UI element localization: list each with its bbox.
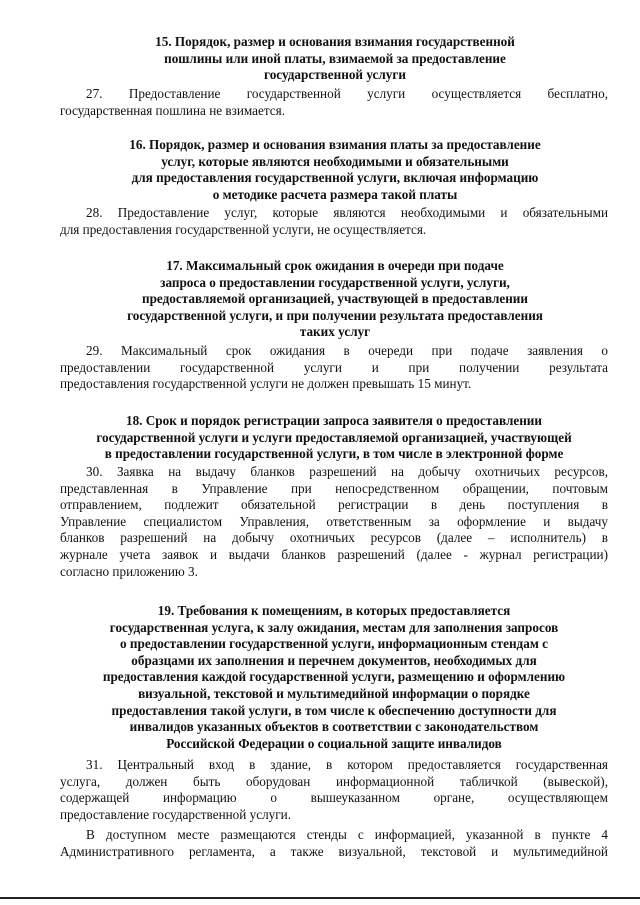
text-line: В доступном месте размещаются стенды с информацией, указанной в пункте 4 xyxy=(86,827,608,842)
text-line: содержащей информацию о вышеуказанном органе, осуществляющем xyxy=(60,790,608,806)
text-line: для предоставления государственной услуги, не осуществляется. xyxy=(60,221,427,237)
section-18-heading xyxy=(60,413,608,463)
section-16-heading xyxy=(70,137,600,203)
text-line: журнале учета заявок и выдачи бланков разрешений (далее - журнал регистрации) xyxy=(60,546,608,562)
text-line: услуга, должен быть оборудован информационной табличкой (вывеской), xyxy=(60,773,608,789)
heading-line: предоставления каждой государственной услуги, размещению и оформлению xyxy=(102,669,566,685)
text-line: отправлением, подлежит обязательной регистрации в день поступления в xyxy=(60,497,608,513)
heading-line: визуальной, текстовой и мультимедийной информации о порядке xyxy=(138,685,530,701)
heading-line: инвалидов указанных объектов в соответствии с законодательством xyxy=(129,719,539,735)
heading-line: предоставляемой организацией, участвующей в предоставлении xyxy=(142,291,528,307)
text-line: государственная пошлина не взимается. xyxy=(60,102,286,118)
text-line: предоставление государственной услуги. xyxy=(60,806,292,822)
page-bottom-rule xyxy=(0,897,640,899)
text-line: Управление специалистом Управления, ответственным за оформление и выдачу xyxy=(60,513,608,529)
heading-line: запроса о предоставлении государственной услуги, услуги, xyxy=(160,274,510,290)
text-line: представленная в Управление при непосредственном обращении, почтовым xyxy=(60,480,608,496)
heading-line: 15. Порядок, размер и основания взимания государственной xyxy=(155,34,515,49)
paragraph-28 xyxy=(60,205,608,238)
heading-line: Российской Федерации о социальной защите инвалидов xyxy=(166,735,502,751)
heading-line: государственной услуги xyxy=(264,67,406,83)
heading-line: 19. Требования к помещениям, в которых предоставляется xyxy=(157,603,511,618)
heading-line: о методике расчета размера такой платы xyxy=(212,186,458,202)
heading-line: пошлины или иной платы, взимаемой за предоставление xyxy=(164,50,506,66)
text-line: 28. Предоставление услуг, которые являются необходимыми и обязательными xyxy=(86,205,608,220)
text-line: бланков разрешений на добычу охотничьих ресурсов (далее – исполнитель) в xyxy=(60,530,608,546)
paragraph-29 xyxy=(60,343,608,393)
heading-line: о предоставлении государственной услуги, информационным стендам с xyxy=(120,636,548,652)
text-line: 27. Предоставление государственной услуги осуществляется бесплатно, xyxy=(86,86,608,101)
section-17-heading xyxy=(70,258,600,341)
heading-line: предоставления такой услуги, в том числе к обеспечению доступности для xyxy=(111,702,557,718)
paragraph-31 xyxy=(60,757,608,823)
text-line: 31. Центральный вход в здание, в котором предоставляется государственная xyxy=(86,757,608,772)
heading-line: государственная услуга, к залу ожидания, местам для заполнения запросов xyxy=(109,619,559,635)
text-line: предоставлении государственной услуги и при получении результата xyxy=(60,359,608,375)
heading-line: для предоставления государственной услуги, включая информацию xyxy=(131,170,539,186)
text-line: Административного регламента, а также визуальной, текстовой и мультимедийной xyxy=(60,843,608,859)
heading-line: государственной услуги и услуги предоставляемой организацией, участвующей xyxy=(96,429,572,445)
text-line: предоставления государственной услуги не должен превышать 15 минут. xyxy=(60,376,472,392)
section-15-heading xyxy=(70,34,600,84)
heading-line: 16. Порядок, размер и основания взимания платы за предоставление xyxy=(129,137,541,152)
text-line: 30. Заявка на выдачу бланков разрешений на добычу охотничьих ресурсов, xyxy=(86,464,608,479)
text-line: 29. Максимальный срок ожидания в очереди при подаче заявления о xyxy=(86,343,608,358)
heading-line: образцами их заполнения и перечнем документов, необходимых для xyxy=(131,652,537,668)
paragraph-27 xyxy=(60,86,608,119)
section-19-heading xyxy=(60,603,608,752)
heading-line: 18. Срок и порядок регистрации запроса заявителя о предоставлении xyxy=(125,413,543,428)
heading-line: таких услуг xyxy=(299,324,371,340)
heading-line: услуг, которые являются необходимыми и обязательными xyxy=(161,153,509,169)
paragraph-31-continued xyxy=(60,827,608,860)
heading-line: в предоставлении государственной услуги, в том числе в электронной форме xyxy=(104,446,564,462)
paragraph-30 xyxy=(60,464,608,580)
heading-line: государственной услуги, и при получении результата предоставления xyxy=(127,307,543,323)
heading-line: 17. Максимальный срок ожидания в очереди при подаче xyxy=(166,258,504,273)
text-line: согласно приложению 3. xyxy=(60,563,198,579)
